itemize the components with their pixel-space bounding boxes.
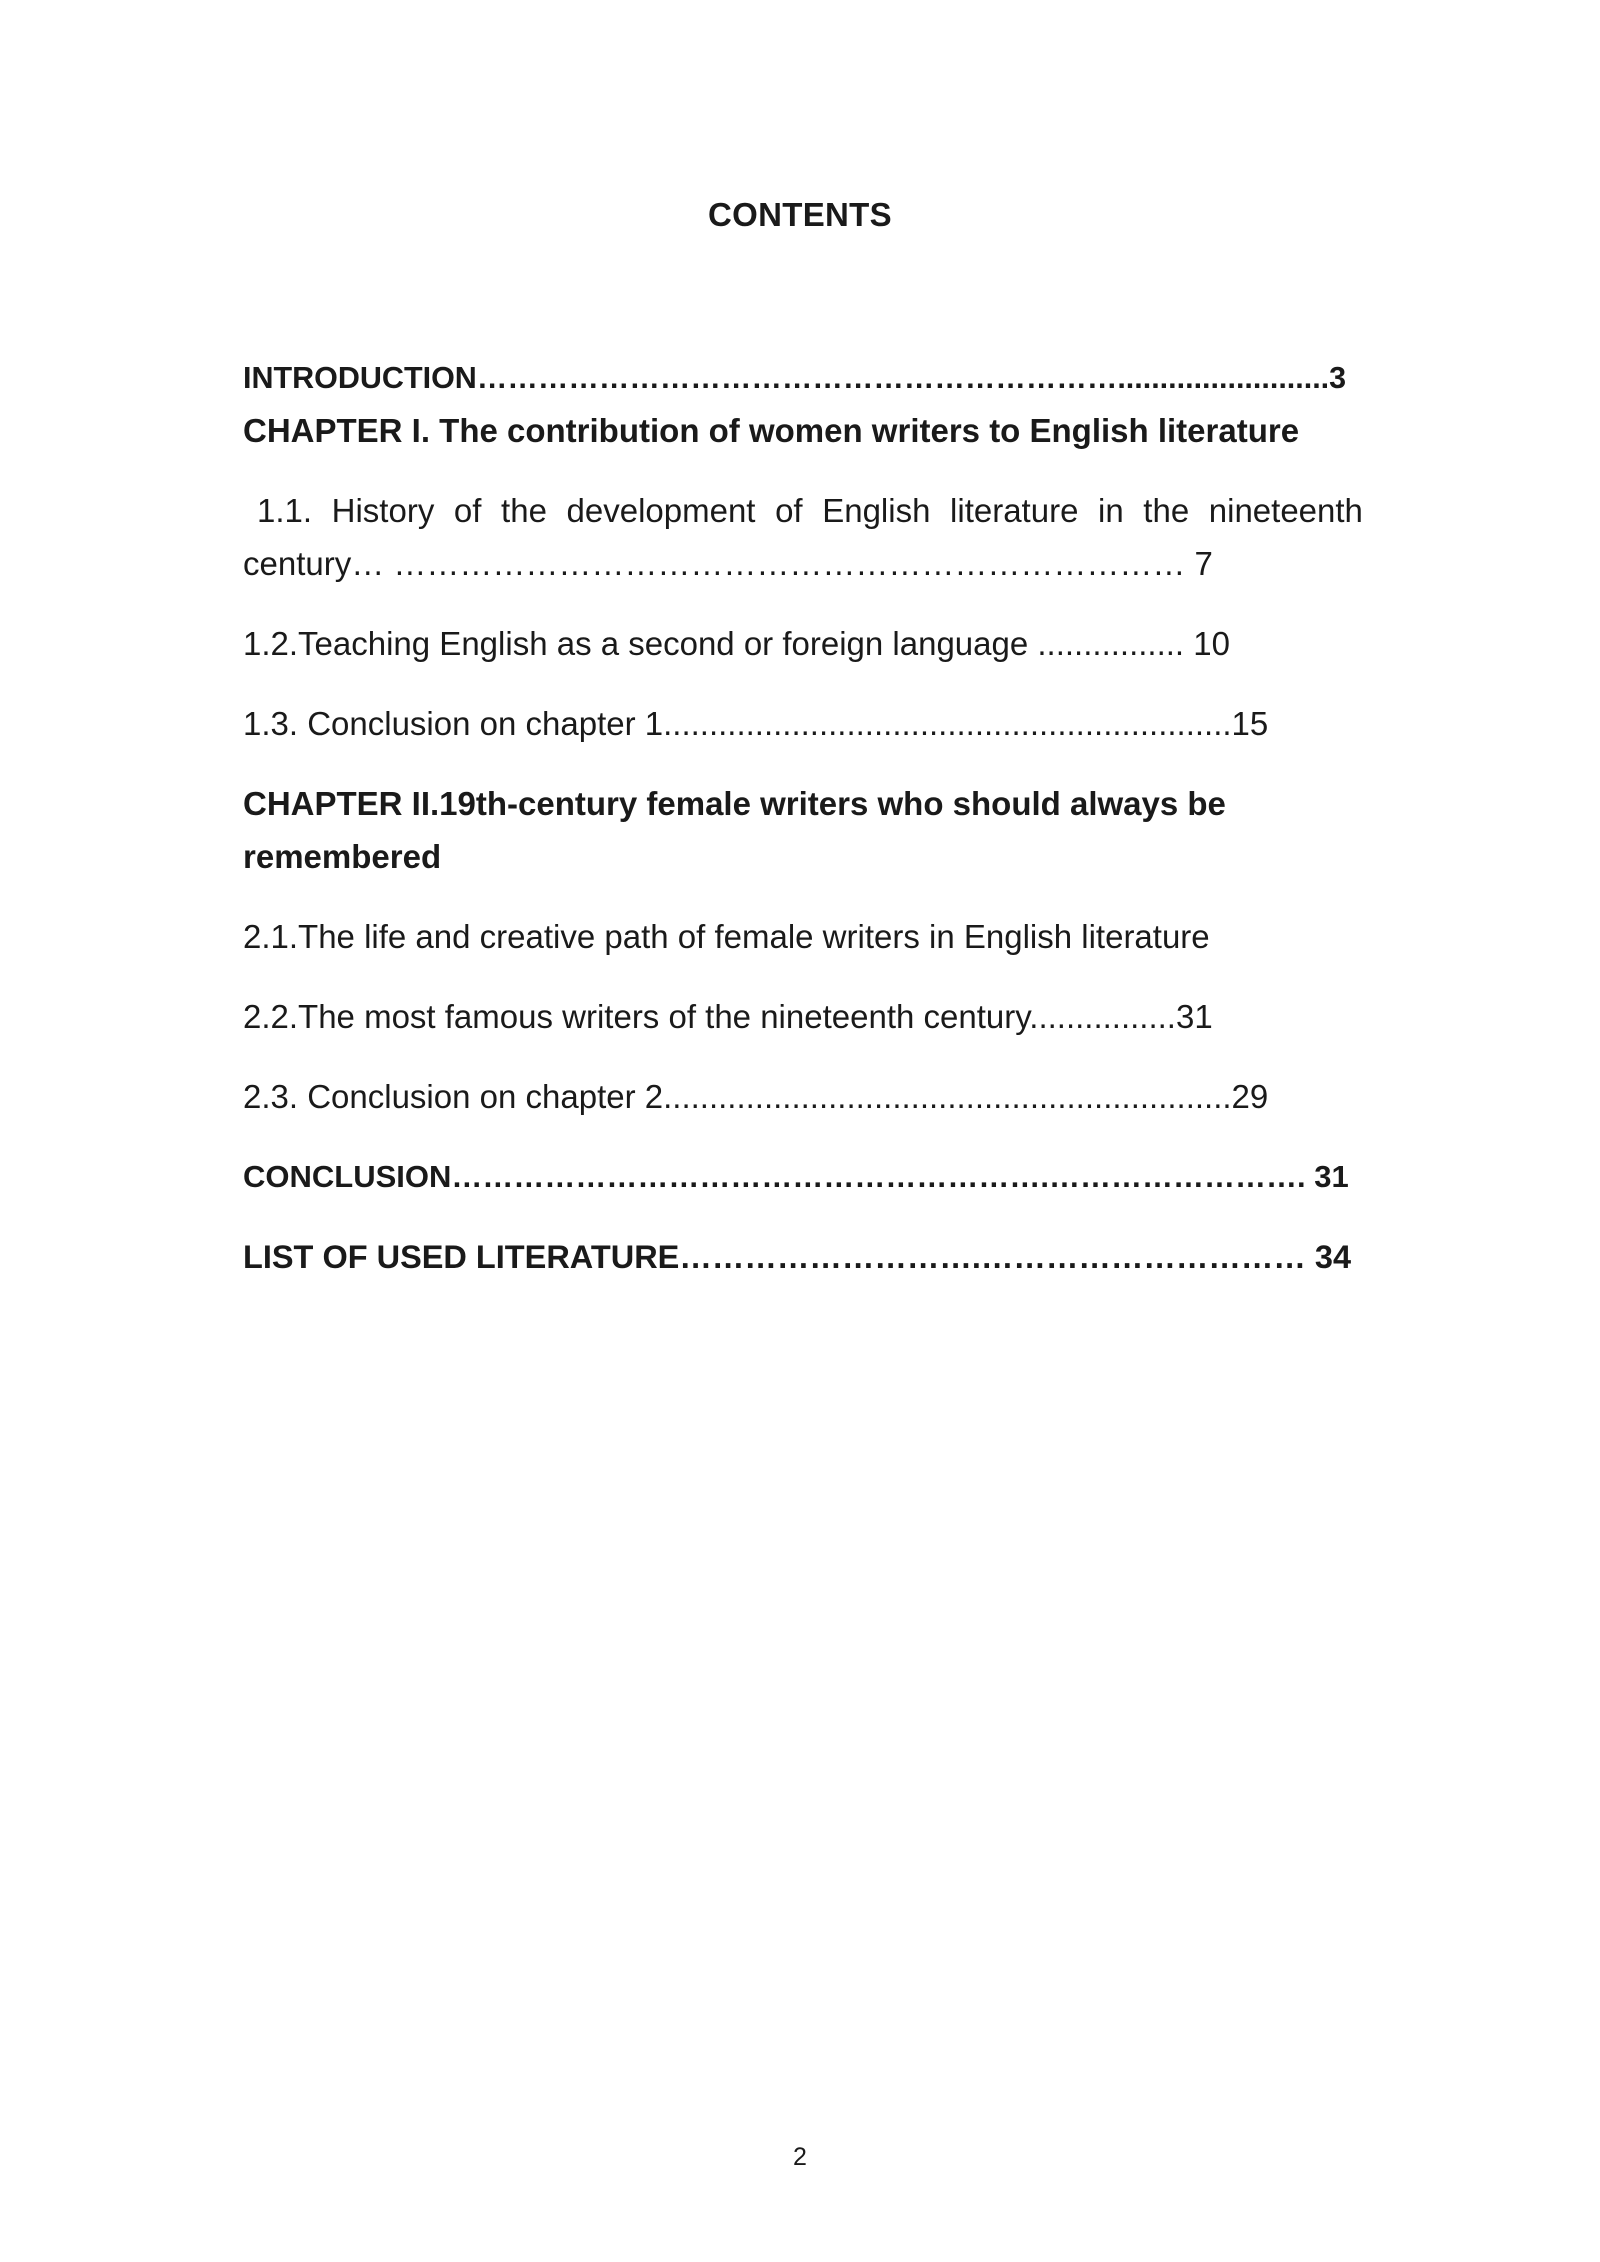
toc-entry-1-1-line-2: century… ……………………………………………………………… 7: [243, 545, 1213, 582]
toc-chapter-2-heading-line-1: CHAPTER II.19th-century female writers who should always be: [243, 785, 1226, 822]
toc-word: 1.1.: [257, 492, 313, 529]
page-number: 2: [793, 2143, 807, 2171]
toc-word: development: [566, 492, 756, 529]
toc-word: the: [501, 492, 547, 529]
toc-chapter-1-heading: CHAPTER I. The contribution of women writers to English literature: [243, 412, 1300, 449]
toc-word: History: [331, 492, 435, 529]
toc-entry-1-3: 1.3. Conclusion on chapter 1..............................................................15: [243, 705, 1269, 742]
toc-entry-2-3: 2.3. Conclusion on chapter 2..............................................................29: [243, 1078, 1269, 1115]
toc-entry-2-1: 2.1.The life and creative path of female writers in English literature: [243, 918, 1210, 955]
toc-word: literature: [950, 492, 1079, 529]
toc-entry-1-2: 1.2.Teaching English as a second or foreign language ................ 10: [243, 625, 1230, 662]
toc-entry-1-1-line-1: [257, 491, 1363, 531]
toc-entry-conclusion: CONCLUSION………………………………………………….……………………. 31: [243, 1159, 1349, 1194]
toc-chapter-2-heading-line-2: remembered: [243, 838, 442, 875]
toc-entry-literature: LIST OF USED LITERATURE……………………….………………………… 34: [243, 1239, 1352, 1275]
toc-word: of: [453, 492, 482, 529]
toc-word: the: [1143, 492, 1190, 529]
toc-entry-2-2: 2.2.The most famous writers of the nineteenth century................31: [243, 998, 1213, 1035]
toc-word: English: [822, 492, 931, 529]
toc-word: of: [775, 492, 803, 529]
toc-word: nineteenth: [1208, 492, 1363, 529]
toc-word: in: [1098, 492, 1124, 529]
contents-title: CONTENTS: [708, 196, 892, 233]
toc-entry-introduction: INTRODUCTION……………………………………………………….........................3: [243, 361, 1347, 395]
